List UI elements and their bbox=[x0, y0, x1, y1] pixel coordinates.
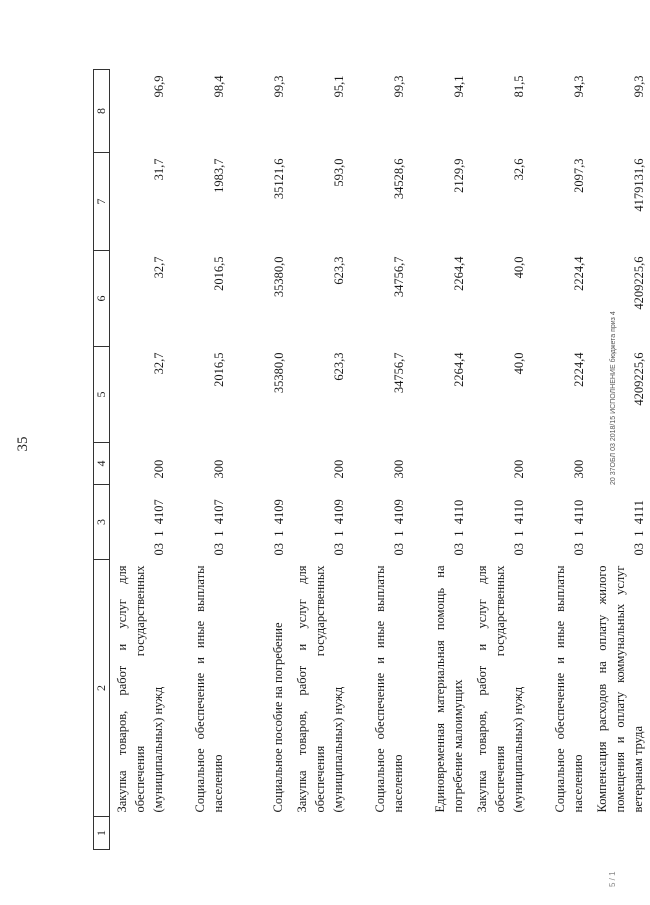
row-value-5: 2224,4 bbox=[572, 352, 586, 387]
row-code: 03 1 4109 bbox=[392, 499, 406, 556]
footer-text: 20 37ОБЛ 03 2018/15 ИСПОЛНЕНИЕ бюджета приз 4 bbox=[610, 311, 617, 485]
row-value-6: 623,3 bbox=[332, 256, 346, 285]
row-name: Закупка товаров, работ и услуг для обеспечения государственных (муниципальных) нужд bbox=[475, 565, 525, 813]
row-value-8: 94,1 bbox=[452, 75, 466, 98]
header-row bbox=[94, 70, 110, 850]
row-value-7: 4179131,6 bbox=[632, 158, 646, 212]
header-cell: 5 bbox=[94, 347, 110, 443]
row-type: 300 bbox=[572, 459, 586, 479]
row-code: 03 1 4110 bbox=[572, 499, 586, 556]
page-number: 35 bbox=[15, 436, 31, 452]
row-code: 03 1 4109 bbox=[272, 499, 286, 556]
header-cell: 2 bbox=[94, 560, 110, 817]
row-value-5: 2264,4 bbox=[452, 352, 466, 387]
row-value-6: 2264,4 bbox=[452, 256, 466, 291]
row-code: 03 1 4110 bbox=[452, 499, 466, 556]
row-value-5: 4209225,6 bbox=[632, 352, 646, 406]
row-type: 200 bbox=[152, 459, 166, 479]
row-value-7: 31,7 bbox=[152, 158, 166, 181]
row-value-8: 99,3 bbox=[632, 75, 646, 98]
row-type bbox=[410, 443, 470, 485]
table-row bbox=[470, 70, 530, 850]
header-cell: 6 bbox=[94, 251, 110, 347]
table-row bbox=[530, 70, 590, 850]
row-value-8: 95,1 bbox=[332, 75, 346, 98]
row-name: Социальное обеспечение и иные выплаты населению bbox=[193, 565, 225, 813]
row-value-7: 34528,6 bbox=[392, 158, 406, 200]
row-name: Закупка товаров, работ и услуг для обеспечения государственных (муниципальных) нужд bbox=[115, 565, 165, 813]
row-type: 200 bbox=[332, 459, 346, 479]
row-code: 03 1 4107 bbox=[152, 499, 166, 556]
table-row bbox=[410, 70, 470, 850]
row-value-6: 4209225,6 bbox=[632, 256, 646, 310]
row-value-5: 35380,0 bbox=[272, 352, 286, 394]
row-code: 03 1 4109 bbox=[332, 499, 346, 556]
row-type: 300 bbox=[212, 459, 226, 479]
table-row bbox=[170, 70, 230, 850]
row-value-6: 40,0 bbox=[512, 256, 526, 279]
row-value-8: 81,5 bbox=[512, 75, 526, 98]
row-code: 03 1 4110 bbox=[512, 499, 526, 556]
row-value-8: 94,3 bbox=[572, 75, 586, 98]
row-value-7: 35121,6 bbox=[272, 158, 286, 200]
row-value-8: 99,3 bbox=[392, 75, 406, 98]
row-value-5: 2016,5 bbox=[212, 352, 226, 387]
header-cell: 4 bbox=[94, 443, 110, 485]
header-cell: 8 bbox=[94, 70, 110, 153]
table-row bbox=[590, 70, 650, 850]
table-row bbox=[230, 70, 290, 850]
row-type bbox=[590, 443, 650, 485]
table-row bbox=[350, 70, 410, 850]
row-name: Социальное пособие на погребение bbox=[271, 622, 285, 813]
row-value-7: 32,6 bbox=[512, 158, 526, 181]
row-name: Социальное обеспечение и иные выплаты населению bbox=[553, 565, 585, 813]
header-cell: 3 bbox=[94, 485, 110, 560]
header-cell: 1 bbox=[94, 817, 110, 850]
row-value-7: 1983,7 bbox=[212, 158, 226, 193]
row-value-6: 34756,7 bbox=[392, 256, 406, 298]
row-value-8: 98,4 bbox=[212, 75, 226, 98]
row-value-8: 99,3 bbox=[272, 75, 286, 98]
row-value-6: 2016,5 bbox=[212, 256, 226, 291]
row-name: Компенсация расходов на оплату жилого помещения и оплату коммунальных услуг ветеранам труда bbox=[595, 565, 645, 813]
row-name: Закупка товаров, работ и услуг для обеспечения государственных (муниципальных) нужд bbox=[295, 565, 345, 813]
row-value-5: 32,7 bbox=[152, 352, 166, 375]
row-value-5: 623,3 bbox=[332, 352, 346, 381]
row-value-7: 593,0 bbox=[332, 158, 346, 187]
table-row bbox=[110, 70, 171, 850]
row-value-6: 32,7 bbox=[152, 256, 166, 279]
row-code: 03 1 4111 bbox=[632, 500, 646, 556]
row-value-5: 34756,7 bbox=[392, 352, 406, 394]
row-value-6: 2224,4 bbox=[572, 256, 586, 291]
row-name: Социальное обеспечение и иные выплаты населению bbox=[373, 565, 405, 813]
header-cell: 7 bbox=[94, 153, 110, 251]
corner-mark: 5 / 1 bbox=[608, 871, 617, 887]
row-type bbox=[230, 443, 290, 485]
table-row bbox=[290, 70, 350, 850]
row-type: 200 bbox=[512, 459, 526, 479]
budget-table bbox=[93, 69, 650, 850]
row-value-7: 2097,3 bbox=[572, 158, 586, 193]
row-value-6: 35380,0 bbox=[272, 256, 286, 298]
row-type: 300 bbox=[392, 459, 406, 479]
row-value-8: 96,9 bbox=[152, 75, 166, 98]
row-name: Единовременная материальная помощь на погребение малоимущих bbox=[433, 565, 465, 813]
row-code: 03 1 4107 bbox=[212, 499, 226, 556]
row-value-5: 40,0 bbox=[512, 352, 526, 375]
row-value-7: 2129,9 bbox=[452, 158, 466, 193]
